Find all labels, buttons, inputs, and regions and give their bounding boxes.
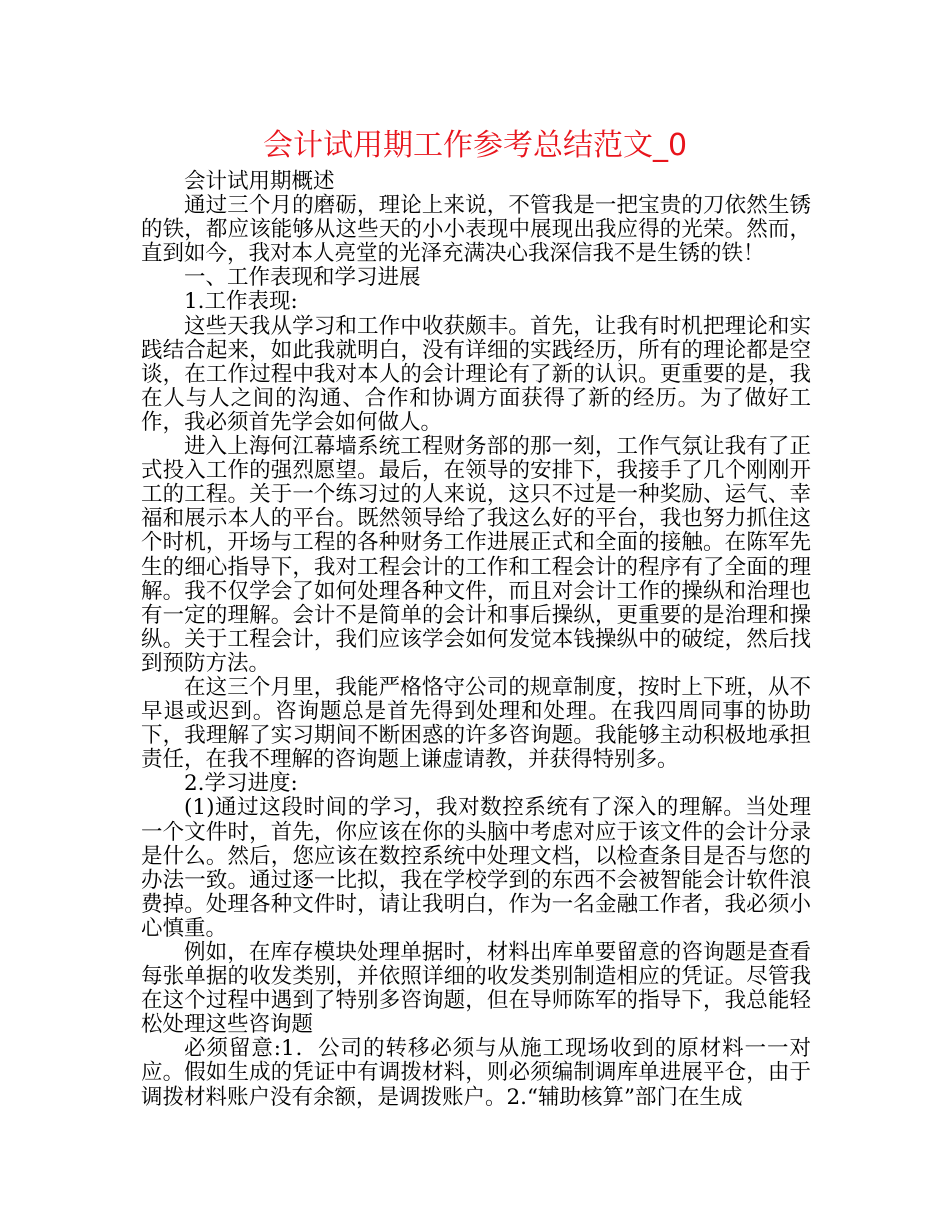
document-title: 会计试用期工作参考总结范文_0 <box>262 128 688 163</box>
paragraph-finance-department: 进入上海何江幕墙系统工程财务部的那一刻，工作气氛让我有了正式投入工作的强烈愿望。最后，在领导的安排下，我接手了几个刚刚开工的工程。关于一个练习过的人来说，这只不过是一种奖励、运气、幸福和展示本人的平台。既然领导给了我这么好的平台，我也努力抓住这个时机，开场与工程的各种财务工作进展正式和全面的接触。在陈军先生的细心指导下，我对工程会计的工作和工程会计的程序有了全面的理解。我不仅学会了如何处理各种文件，而且对会计工作的操纵和治理也有一定的理解。会计不是简单的会计和事后操纵，更重要的是治理和操纵。关于工程会计，我们应该学会如何发觉本钱操纵中的破绽，然后找到预防方法。 <box>141 434 811 676</box>
paragraph-three-months: 在这三个月里，我能严格恪守公司的规章制度，按时上下班，从不早退或迟到。咨询题总是首先得到处理和处理。在我四周同事的协助下，我理解了实习期间不断困惑的许多咨询题。我能够主动积极地承担责任，在我不理解的咨询题上谦虚请教，并获得特别多。 <box>141 674 811 773</box>
subheading-study-progress: 2.学习进度: <box>184 771 298 797</box>
paragraph-inventory-example: 例如，在库存模块处理单据时，材料出库单要留意的咨询题是查看每张单据的收发类别，并依照详细的收发类别制造相应的凭证。尽管我在这个过程中遇到了特别多咨询题，但在导师陈军的指导下，我总能轻松处理这些咨询题 <box>141 940 811 1038</box>
section-heading-work-and-study: 一、工作表现和学习进展 <box>184 265 421 291</box>
document-body <box>141 170 811 1110</box>
subheading-work-performance: 1.工作表现: <box>184 289 298 315</box>
paragraph-overview-heading: 会计试用期概述 <box>184 169 335 194</box>
paragraph-nc-system: (1)通过这段时间的学习，我对数控系统有了深入的理解。当处理一个文件时，首先，你应该在你的头脑中考虑对应于该文件的会计分录是什么。然后，您应该在数控系统中处理文档，以检查条目是否与您的办法一致。通过逐一比拟，我在学校学到的东西不会被智能会计软件浪费掉。处理各种文件时，请让我明白，作为一名金融工作者，我必须小心慎重。 <box>141 795 811 941</box>
paragraph-notes: 必须留意:1．公司的转移必须与从施工现场收到的原材料一一对应。假如生成的凭证中有调拨材料，则必须编制调库单进展平仓，由于调拨材料账户没有余额，是调拨账户。2.“辅助核算”部门在生成 <box>141 1036 811 1110</box>
paragraph-work-gains: 这些天我从学习和工作中收获颇丰。首先，让我有时机把理论和实践结合起来，如此我就明白，没有详细的实践经历，所有的理论都是空谈，在工作过程中我对本人的会计理论有了新的认识。更重要的是，我在人与人之间的沟通、合作和协调方面获得了新的经历。为了做好工作，我必须首先学会如何做人。 <box>141 313 811 435</box>
paragraph-intro: 通过三个月的磨砺，理论上来说，不管我是一把宝贵的刀依然生锈的铁，都应该能够从这些天的小小表现中展现出我应得的光荣。然而，直到如今，我对本人亮堂的光泽充满决心我深信我不是生锈的铁！ <box>141 193 811 267</box>
